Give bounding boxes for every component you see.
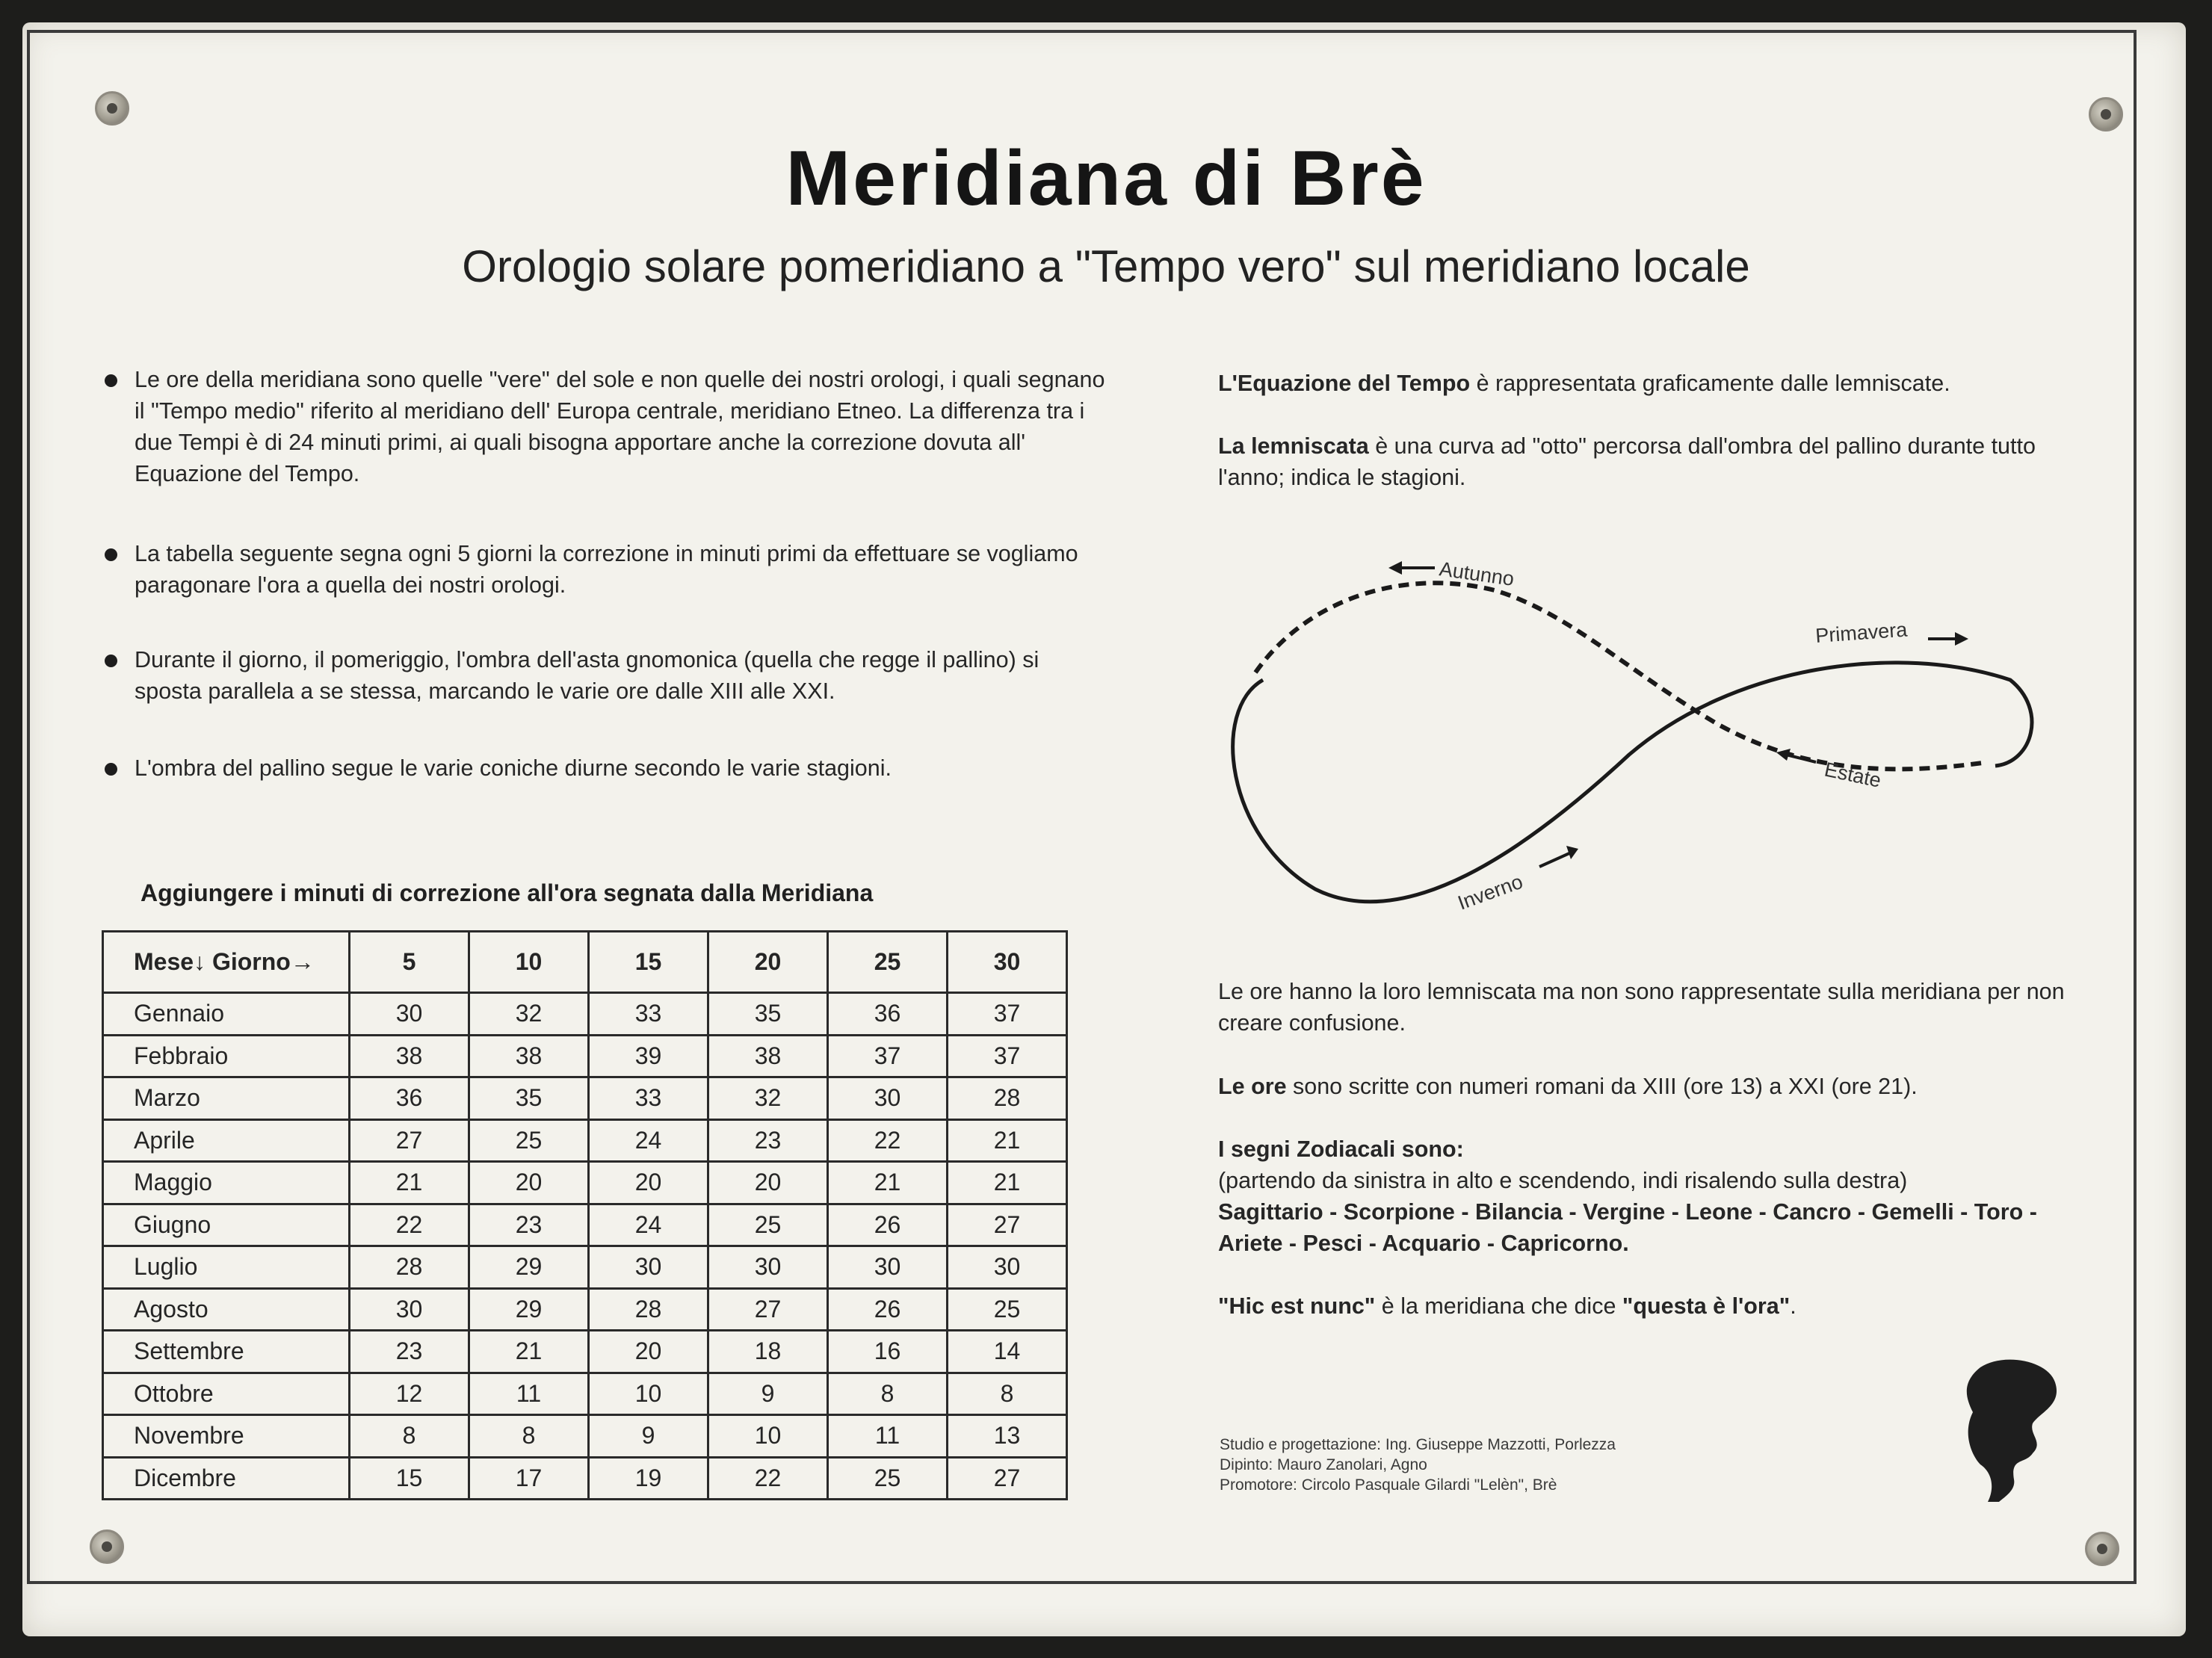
- value-cell: 23: [350, 1331, 469, 1373]
- page-subtitle: Orologio solare pomeridiano a "Tempo vero" sul meridiano locale: [462, 241, 1750, 291]
- header-day: 25: [828, 932, 948, 993]
- screw-icon: [90, 1529, 124, 1564]
- header-day: 20: [708, 932, 828, 993]
- table-caption: Aggiungere i minuti di correzione all'ora segnata dalla Meridiana: [140, 879, 874, 906]
- value-cell: 32: [708, 1077, 828, 1120]
- month-cell: Marzo: [103, 1077, 350, 1120]
- value-cell: 37: [828, 1035, 948, 1077]
- value-cell: 11: [469, 1373, 589, 1415]
- table-row: [103, 993, 1067, 1036]
- table-row: [103, 1331, 1067, 1373]
- month-cell: Febbraio: [103, 1035, 350, 1077]
- value-cell: 19: [589, 1457, 708, 1500]
- arrow-inverno-icon: [1539, 846, 1578, 867]
- value-cell: 21: [828, 1162, 948, 1204]
- value-cell: 30: [350, 1288, 469, 1331]
- value-cell: 25: [948, 1288, 1067, 1331]
- arrow-primavera-icon: [1928, 632, 1968, 646]
- value-cell: 22: [708, 1457, 828, 1500]
- month-cell: Agosto: [103, 1288, 350, 1331]
- table-row: [103, 1119, 1067, 1162]
- value-cell: 13: [948, 1415, 1067, 1458]
- month-cell: Dicembre: [103, 1457, 350, 1500]
- equation-label: L'Equazione del Tempo: [1218, 371, 1471, 396]
- value-cell: 27: [948, 1457, 1067, 1500]
- value-cell: 10: [589, 1373, 708, 1415]
- table-row: [103, 1204, 1067, 1246]
- value-cell: 24: [589, 1119, 708, 1162]
- header-month-label: Mese: [134, 948, 194, 975]
- value-cell: 37: [948, 993, 1067, 1036]
- value-cell: 20: [708, 1162, 828, 1204]
- screw-icon: [2085, 1532, 2119, 1566]
- header-day: 15: [589, 932, 708, 993]
- value-cell: 35: [708, 993, 828, 1036]
- header-day: 10: [469, 932, 589, 993]
- lemniscate-label: La lemniscata: [1218, 433, 1369, 459]
- lemniscate-solid-curve: [1233, 663, 2032, 902]
- value-cell: 25: [469, 1119, 589, 1162]
- value-cell: 11: [828, 1415, 948, 1458]
- value-cell: 15: [350, 1457, 469, 1500]
- value-cell: 18: [708, 1331, 828, 1373]
- credits: [1220, 1435, 1616, 1495]
- month-cell: Settembre: [103, 1331, 350, 1373]
- value-cell: 8: [350, 1415, 469, 1458]
- value-cell: 30: [948, 1246, 1067, 1289]
- value-cell: 33: [589, 993, 708, 1036]
- value-cell: 17: [469, 1457, 589, 1500]
- table-row: [103, 1035, 1067, 1077]
- value-cell: 12: [350, 1373, 469, 1415]
- header-day: 5: [350, 932, 469, 993]
- value-cell: 21: [948, 1119, 1067, 1162]
- value-cell: 27: [708, 1288, 828, 1331]
- season-label-inverno: Inverno: [1454, 870, 1526, 915]
- table-row: [103, 1288, 1067, 1331]
- value-cell: 27: [948, 1204, 1067, 1246]
- value-cell: 38: [469, 1035, 589, 1077]
- value-cell: 22: [350, 1204, 469, 1246]
- table-row: [103, 1457, 1067, 1500]
- correction-table: [102, 930, 1068, 1500]
- value-cell: 33: [589, 1077, 708, 1120]
- lemniscate-paragraph: [1218, 430, 2063, 493]
- bullet-paragraph: Le ore della meridiana sono quelle "vere" del sole e non quelle dei nostri orologi, i quali segnano il "Tempo medio" riferito al meridiano dell' Europa centrale, meridiano Etneo. La differenza tra i due Tempi è di 24 minuti primi, ai quali bisogna apportare anche la correzione dovuta all' Equazione del Tempo.: [105, 364, 1106, 489]
- header-day: 30: [948, 932, 1067, 993]
- hic-text: è la meridiana che dice: [1375, 1293, 1622, 1319]
- screw-icon: [95, 91, 129, 126]
- zodiac-label: I segni Zodiacali sono:: [1218, 1136, 1464, 1162]
- credit-line: Dipinto: Mauro Zanolari, Agno: [1220, 1456, 1427, 1473]
- arrow-estate-icon: [1776, 749, 1816, 762]
- value-cell: 20: [589, 1162, 708, 1204]
- value-cell: 28: [350, 1246, 469, 1289]
- value-cell: 28: [948, 1077, 1067, 1120]
- value-cell: 30: [589, 1246, 708, 1289]
- hours-paragraph: [1218, 1071, 2115, 1102]
- value-cell: 21: [350, 1162, 469, 1204]
- zodiac-paragraph: [1218, 1133, 2100, 1259]
- value-cell: 30: [828, 1246, 948, 1289]
- bullet-paragraph: Durante il giorno, il pomeriggio, l'ombra dell'asta gnomonica (quella che regge il pallino) si sposta parallela a se stessa, marcando le varie ore dalle XIII alle XXI.: [105, 644, 1106, 707]
- value-cell: 30: [708, 1246, 828, 1289]
- value-cell: 22: [828, 1119, 948, 1162]
- hic-end: .: [1790, 1293, 1797, 1319]
- equation-paragraph: [1218, 368, 2115, 399]
- month-cell: Maggio: [103, 1162, 350, 1204]
- hours-lemniscate-paragraph: Le ore hanno la loro lemniscata ma non sono rappresentate sulla meridiana per non creare confusione.: [1218, 979, 2065, 1036]
- hours-label: Le ore: [1218, 1074, 1287, 1099]
- table-row: [103, 1077, 1067, 1120]
- month-cell: Giugno: [103, 1204, 350, 1246]
- value-cell: 20: [589, 1331, 708, 1373]
- zodiac-list: Sagittario - Scorpione - Bilancia - Vergine - Leone - Cancro - Gemelli - Toro - Ariete - Pesci - Acquario - Capricorno.: [1218, 1199, 2037, 1256]
- value-cell: 9: [589, 1415, 708, 1458]
- value-cell: 16: [828, 1331, 948, 1373]
- month-cell: Novembre: [103, 1415, 350, 1458]
- value-cell: 39: [589, 1035, 708, 1077]
- table-row: [103, 1162, 1067, 1204]
- value-cell: 38: [350, 1035, 469, 1077]
- header-month-day: [103, 932, 350, 993]
- hic-est-nunc-paragraph: [1218, 1290, 2115, 1322]
- value-cell: 27: [350, 1119, 469, 1162]
- value-cell: 29: [469, 1288, 589, 1331]
- value-cell: 32: [469, 993, 589, 1036]
- table-row: [103, 1373, 1067, 1415]
- value-cell: 10: [708, 1415, 828, 1458]
- value-cell: 24: [589, 1204, 708, 1246]
- hours-text: sono scritte con numeri romani da XIII (ore 13) a XXI (ore 21).: [1286, 1074, 1918, 1099]
- bullet-paragraph: L'ombra del pallino segue le varie coniche diurne secondo le varie stagioni.: [105, 752, 1106, 784]
- arrow-right-icon: →: [290, 948, 315, 975]
- month-cell: Gennaio: [103, 993, 350, 1036]
- value-cell: 21: [948, 1162, 1067, 1204]
- equation-text: è rappresentata graficamente dalle lemniscate.: [1470, 371, 1950, 396]
- profile-logo-icon: [1958, 1352, 2070, 1502]
- value-cell: 37: [948, 1035, 1067, 1077]
- arrow-autunno-icon: [1388, 561, 1435, 575]
- hic-label-2: "questa è l'ora": [1622, 1293, 1791, 1319]
- hic-label: "Hic est nunc": [1218, 1293, 1376, 1319]
- value-cell: 14: [948, 1331, 1067, 1373]
- header-day-label: Giorno: [211, 948, 291, 975]
- month-cell: Luglio: [103, 1246, 350, 1289]
- table-header-row: [103, 932, 1067, 993]
- screw-icon: [2089, 97, 2123, 132]
- month-cell: Aprile: [103, 1119, 350, 1162]
- bullet-paragraph: La tabella seguente segna ogni 5 giorni la correzione in minuti primi da effettuare se vogliamo paragonare l'ora a quella dei nostri orologi.: [105, 538, 1106, 601]
- page-title: Meridiana di Brè: [785, 135, 1427, 222]
- value-cell: 25: [708, 1204, 828, 1246]
- lemniscate-text: è una curva ad "otto" percorsa dall'ombra del pallino durante tutto l'anno; indica le stagioni.: [1218, 433, 2036, 490]
- season-label-primavera: Primavera: [1814, 618, 1909, 647]
- value-cell: 35: [469, 1077, 589, 1120]
- table-row: [103, 1246, 1067, 1289]
- credit-line: Promotore: Circolo Pasquale Gilardi "Lelèn", Brè: [1220, 1476, 1557, 1494]
- value-cell: 36: [350, 1077, 469, 1120]
- table-row: [103, 1415, 1067, 1458]
- lemniscate-dashed-curve: [1255, 583, 1988, 769]
- value-cell: 25: [828, 1457, 948, 1500]
- value-cell: 29: [469, 1246, 589, 1289]
- value-cell: 9: [708, 1373, 828, 1415]
- season-label-estate: Estate: [1822, 758, 1883, 792]
- value-cell: 8: [828, 1373, 948, 1415]
- value-cell: 26: [828, 1204, 948, 1246]
- value-cell: 26: [828, 1288, 948, 1331]
- value-cell: 8: [948, 1373, 1067, 1415]
- value-cell: 28: [589, 1288, 708, 1331]
- credit-line: Studio e progettazione: Ing. Giuseppe Mazzotti, Porlezza: [1220, 1436, 1616, 1453]
- value-cell: 23: [469, 1204, 589, 1246]
- zodiac-note: (partendo da sinistra in alto e scendendo, indi risalendo sulla destra): [1218, 1168, 1908, 1193]
- value-cell: 38: [708, 1035, 828, 1077]
- value-cell: 21: [469, 1331, 589, 1373]
- value-cell: 8: [469, 1415, 589, 1458]
- month-cell: Ottobre: [103, 1373, 350, 1415]
- lemniscate-diagram: [1211, 538, 2055, 941]
- arrow-down-icon: ↓: [194, 948, 206, 975]
- value-cell: 30: [350, 993, 469, 1036]
- season-label-autunno: Autunno: [1438, 557, 1516, 590]
- value-cell: 30: [828, 1077, 948, 1120]
- value-cell: 20: [469, 1162, 589, 1204]
- value-cell: 23: [708, 1119, 828, 1162]
- value-cell: 36: [828, 993, 948, 1036]
